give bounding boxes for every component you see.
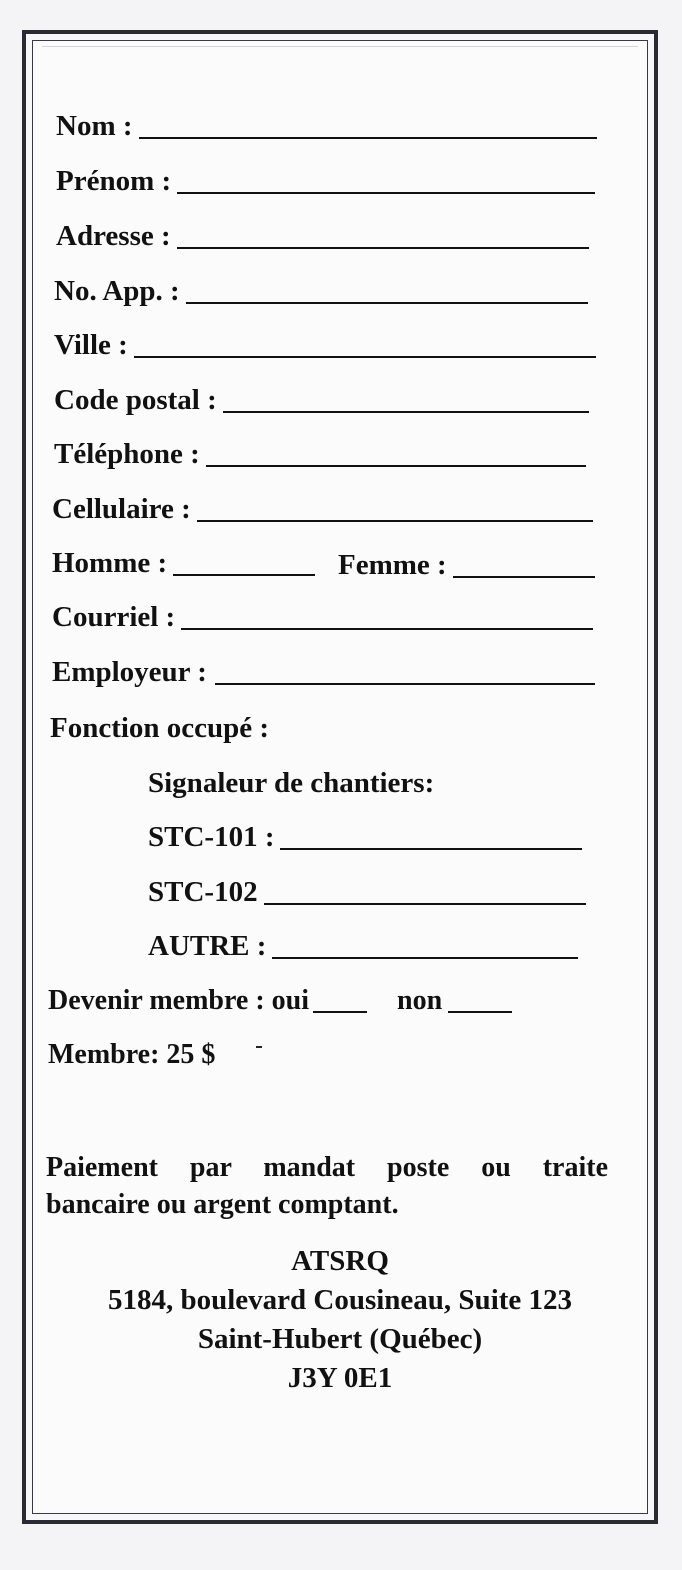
non-input-line[interactable] bbox=[448, 1011, 512, 1013]
app-field bbox=[54, 277, 588, 306]
employeur-label: Employeur : bbox=[52, 656, 207, 688]
stc101-field bbox=[148, 823, 582, 852]
signaleur-label: Signaleur de chantiers: bbox=[148, 767, 435, 799]
devenir-membre-label: Devenir membre : oui bbox=[48, 985, 310, 1016]
courriel-input-line[interactable] bbox=[181, 628, 593, 630]
stc102-field bbox=[148, 878, 586, 907]
autre-field bbox=[148, 932, 578, 961]
app-input-line[interactable] bbox=[186, 302, 588, 304]
stray-mark bbox=[256, 1046, 262, 1048]
adresse-field bbox=[56, 222, 589, 251]
prenom-field bbox=[56, 167, 595, 196]
stc101-label: STC-101 : bbox=[148, 821, 275, 853]
courriel-field bbox=[52, 603, 593, 632]
cellulaire-label: Cellulaire : bbox=[52, 493, 191, 525]
ville-field bbox=[54, 331, 596, 360]
address-city: Saint-Hubert (Québec) bbox=[197, 1323, 483, 1355]
femme-field bbox=[338, 551, 595, 580]
stc102-label: STC-102 bbox=[148, 876, 258, 908]
code-postal-field bbox=[54, 386, 589, 415]
telephone-label: Téléphone : bbox=[54, 438, 200, 470]
homme-input-line[interactable] bbox=[173, 574, 315, 576]
adresse-label: Adresse : bbox=[56, 220, 171, 252]
femme-label: Femme : bbox=[338, 549, 447, 581]
address-street: 5184, boulevard Cousineau, Suite 123 bbox=[107, 1284, 573, 1316]
payment-line-1: Paiement par mandat poste ou traite bbox=[46, 1152, 608, 1183]
code-postal-label: Code postal : bbox=[54, 384, 217, 416]
telephone-input-line[interactable] bbox=[206, 465, 586, 467]
employeur-field bbox=[52, 658, 595, 687]
stc101-input-line[interactable] bbox=[280, 848, 582, 850]
nom-label: Nom : bbox=[56, 110, 133, 142]
employeur-input-line[interactable] bbox=[215, 683, 595, 685]
stc102-input-line[interactable] bbox=[264, 903, 586, 905]
devenir-membre-field bbox=[48, 987, 512, 1015]
address-org: ATSRQ bbox=[291, 1245, 389, 1277]
app-label: No. App. : bbox=[54, 275, 180, 307]
address-postal: J3Y 0E1 bbox=[287, 1362, 393, 1394]
femme-input-line[interactable] bbox=[453, 576, 595, 578]
autre-input-line[interactable] bbox=[272, 957, 578, 959]
prenom-label: Prénom : bbox=[56, 165, 172, 197]
telephone-field bbox=[54, 440, 586, 469]
nom-field bbox=[56, 112, 597, 141]
ville-label: Ville : bbox=[54, 329, 128, 361]
code-postal-input-line[interactable] bbox=[223, 411, 589, 413]
non-label: non bbox=[397, 985, 443, 1016]
fonction-label: Fonction occupé : bbox=[50, 712, 270, 744]
oui-input-line[interactable] bbox=[313, 1011, 367, 1013]
nom-input-line[interactable] bbox=[139, 137, 597, 139]
cellulaire-input-line[interactable] bbox=[197, 520, 593, 522]
homme-field bbox=[52, 549, 315, 578]
ville-input-line[interactable] bbox=[134, 356, 596, 358]
membre-fee-label: Membre: 25 $ bbox=[48, 1039, 216, 1070]
payment-line-2: bancaire ou argent comptant. bbox=[46, 1189, 399, 1220]
cellulaire-field bbox=[52, 495, 593, 524]
homme-label: Homme : bbox=[52, 547, 168, 579]
prenom-input-line[interactable] bbox=[177, 192, 595, 194]
courriel-label: Courriel : bbox=[52, 601, 176, 633]
top-rule bbox=[42, 46, 638, 47]
autre-label: AUTRE : bbox=[148, 930, 267, 962]
adresse-input-line[interactable] bbox=[177, 247, 589, 249]
